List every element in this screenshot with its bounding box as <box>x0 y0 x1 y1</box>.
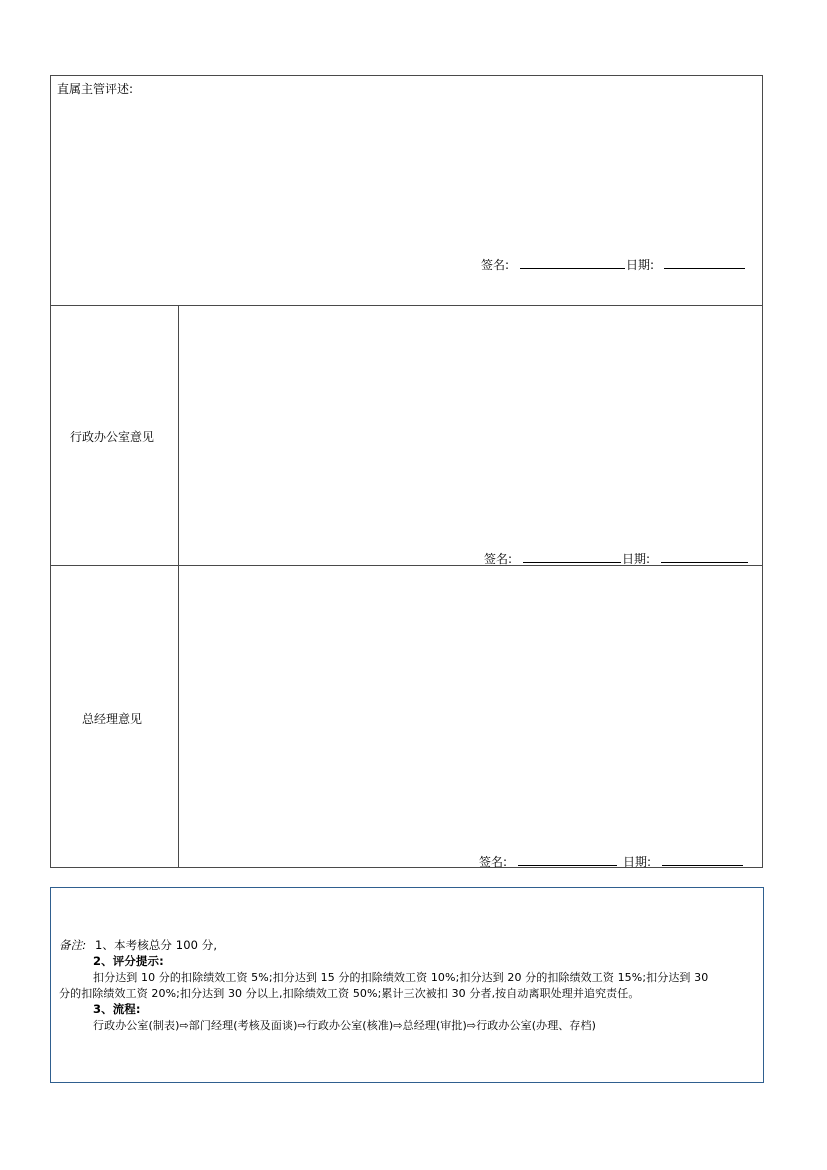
admin-office-date-field[interactable] <box>661 562 748 563</box>
admin-office-opinion-label: 行政办公室意见 <box>70 430 155 444</box>
row-divider-2 <box>50 565 763 566</box>
notes-item-2-title: 2、评分提示: <box>93 954 164 968</box>
notes-item-2-line-1: 扣分达到 10 分的扣除绩效工资 5%;扣分达到 15 分的扣除绩效工资 10%;扣分达到 20 分的扣除绩效工资 15%;扣分达到 30 <box>93 971 709 984</box>
notes-item-3-title: 3、流程: <box>93 1002 141 1016</box>
notes-flow: 行政办公室(制表)⇨部门经理(考核及面谈)⇨行政办公室(核准)⇨总经理(审批)⇨行政办公室(办理、存档) <box>93 1019 596 1032</box>
supervisor-date-label: 日期: <box>626 258 655 272</box>
evaluation-form-table <box>50 75 763 868</box>
notes-item-1: 1、本考核总分 100 分, <box>95 938 218 952</box>
supervisor-date-field[interactable] <box>664 268 745 269</box>
general-manager-opinion-label: 总经理意见 <box>82 712 143 726</box>
general-manager-sign-label: 签名: <box>479 855 508 869</box>
supervisor-sign-label: 签名: <box>481 258 510 272</box>
notes-prefix: 备注: <box>59 938 87 952</box>
admin-office-sign-field[interactable] <box>523 562 621 563</box>
row-divider-1 <box>50 305 763 306</box>
general-manager-sign-field[interactable] <box>518 865 617 866</box>
notes-item-2-line-2: 分的扣除绩效工资 20%;扣分达到 30 分以上,扣除绩效工资 50%;累计三次被扣 30 分者,按自动离职处理并追究责任。 <box>59 987 640 1000</box>
supervisor-comment-label: 直属主管评述: <box>57 82 134 96</box>
general-manager-date-field[interactable] <box>662 865 743 866</box>
general-manager-date-label: 日期: <box>623 855 652 869</box>
admin-office-date-label: 日期: <box>622 552 651 566</box>
admin-office-sign-label: 签名: <box>484 552 513 566</box>
label-column-divider <box>178 305 179 868</box>
supervisor-sign-field[interactable] <box>520 268 625 269</box>
